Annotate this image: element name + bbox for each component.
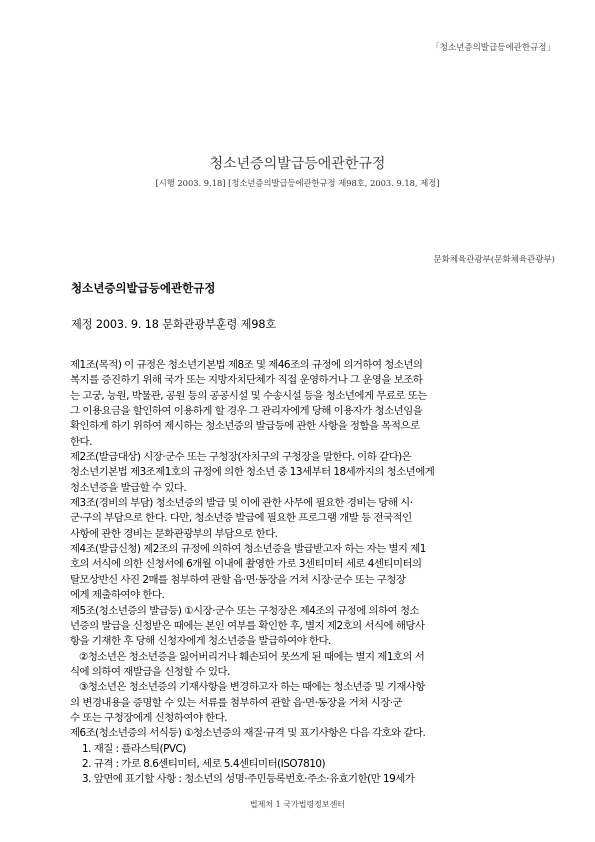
body-line: ②청소년은 청소년증을 잃어버리거나 훼손되어 못쓰게 된 때에는 별지 제1호의 서 xyxy=(79,650,425,663)
body-line: 군·구의 부담으로 한다. 다만, 청소년증 발급에 필요한 프로그램 개발 등 전국적인 xyxy=(70,512,412,525)
body-line: 제3조(경비의 부담) 청소년증의 발급 및 이에 관한 사무에 필요한 경비는 당해 시· xyxy=(70,497,413,510)
page-footer: 법제처 1 국가법령정보센터 xyxy=(249,800,346,809)
body-line: 그 이용요금을 할인하여 이용하게 할 경우 그 관리자에게 당해 이용자가 청소년임을 xyxy=(70,405,423,418)
list-item: 3. 앞면에 표기할 사항 : 청소년의 성명·주민등록번호·주소·유효기한(만 19세가 xyxy=(82,773,415,786)
ministry-label: 문화체육관광부(문화체육관광부) xyxy=(433,255,555,265)
body-line: ③청소년은 청소년증의 기재사항을 변경하고자 하는 때에는 청소년증 및 기재사항 xyxy=(79,681,425,694)
body-line: 호의 서식에 의한 신청서에 6개월 이내에 촬영한 가로 3센티미터 세로 4센티미터의 xyxy=(70,558,422,571)
body-line: 수 또는 구청장에게 신청하여야 한다. xyxy=(70,711,228,724)
body-line: 사항에 관한 경비는 문화관광부의 부담으로 한다. xyxy=(70,527,278,540)
regulation-name: 청소년증의발급등에관한규정 xyxy=(71,281,216,295)
body-line: 확인하게 하기 위하여 제시하는 청소년증의 발급등에 관한 사항을 정함을 목적으로 xyxy=(70,420,420,433)
body-line: 한다. xyxy=(70,435,92,448)
body-line: 제4조(발급신청) 제2조의 규정에 의하여 청소년증을 발급받고자 하는 자는 별지 제1 xyxy=(70,543,426,556)
body-line: 는 고궁, 능원, 박물관, 공원 등의 공공시설 및 수송시설 등을 청소년에게 무료로 또는 xyxy=(70,389,427,402)
body-line: 년증의 발급을 신청받은 때에는 본인 여부를 확인한 후, 별지 제2호의 서식에 해당사 xyxy=(70,619,425,632)
body-line: 에게 제출하여야 한다. xyxy=(70,589,165,602)
enactment-info: 제정 2003. 9. 18 문화관광부훈령 제98호 xyxy=(71,318,277,331)
list-item: 2. 규격 : 가로 8.6센티미터, 세로 5.4센티미터(ISO7810) xyxy=(82,757,325,770)
body-line: 식에 의하여 재발급을 신청할 수 있다. xyxy=(70,665,230,678)
body-line: 복지를 증진하기 위해 국가 또는 지방자치단체가 직접 운영하거나 그 운영을 보조하 xyxy=(70,374,423,387)
body-line: 청소년기본법 제3조제1호의 규정에 의한 청소년 중 13세부터 18세까지의 청소년에게 xyxy=(70,466,435,479)
body-line: 제2조(발급대상) 시장·군수 또는 구청장(자치구의 구청장을 말한다. 이하 같다)은 xyxy=(70,451,412,464)
header-reference: 「청소년증의발급등에관한규정」 xyxy=(431,43,555,53)
body-line: 의 변경내용을 증명할 수 있는 서류를 첨부하여 관할 읍·면·동장을 거쳐 시장·군 xyxy=(70,696,403,709)
list-item: 1. 재질 : 플라스틱(PVC) xyxy=(82,742,186,755)
body-line: 제6조(청소년증의 서식등) ①청소년증의 재질·규격 및 표기사항은 다음 각호와 같다. xyxy=(70,727,426,740)
document-subtitle: [시행 2003. 9.18] [청소년증의발급등에관한규정 제98호, 2003. 9.18, 제정] xyxy=(155,178,440,188)
document-title: 청소년증의발급등에관한규정 xyxy=(209,156,386,172)
body-line: 탈모상반신 사진 2매를 첨부하여 관할 읍·면·동장을 거쳐 시장·군수 또는 구청장 xyxy=(70,573,406,586)
regulation-body xyxy=(70,358,545,788)
body-line: 항을 기재한 후 당해 신청자에게 청소년증을 발급하여야 한다. xyxy=(70,635,331,648)
body-line: 청소년증을 발급할 수 있다. xyxy=(70,481,187,494)
body-line: 제5조(청소년증의 발급등) ①시장·군수 또는 구청장은 제4조의 규정에 의하여 청소 xyxy=(70,604,420,617)
body-line: 제1조(목적) 이 규정은 청소년기본법 제8조 및 제46조의 규정에 의거하여 청소년의 xyxy=(70,359,423,371)
